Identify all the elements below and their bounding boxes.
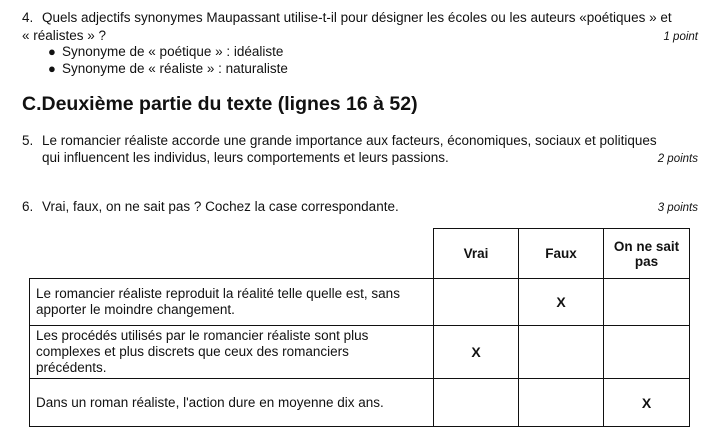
- bullet-icon: ●: [48, 61, 56, 76]
- question-6-text: Vrai, faux, on ne sait pas ? Cochez la case correspondante.: [42, 199, 399, 214]
- question-4-line2: « réalistes » ?: [22, 28, 107, 43]
- question-4-answers: [48, 43, 288, 77]
- checkbox-nsp[interactable]: [604, 326, 690, 379]
- statement-cell: [30, 326, 434, 379]
- checkbox-nsp[interactable]: X: [604, 379, 690, 427]
- statement-line: apporter le moindre changement.: [36, 302, 235, 317]
- checkbox-faux[interactable]: [519, 379, 604, 427]
- column-header-nsp-line1: On ne sait: [613, 238, 680, 254]
- checkbox-faux[interactable]: [519, 326, 604, 379]
- column-header-nsp-line2: pas: [634, 253, 659, 269]
- question-5-line1: Le romancier réaliste accorde une grande importance aux facteurs, économiques, sociaux et politiques: [42, 133, 657, 148]
- answer-text: Synonyme de « poétique » : idéaliste: [62, 44, 284, 59]
- checkbox-vrai[interactable]: [434, 379, 519, 427]
- column-header-faux: Faux: [519, 229, 604, 279]
- column-header-vrai: Vrai: [434, 229, 519, 279]
- answer-item: [48, 43, 288, 60]
- statement-line: complexes et plus discrets que ceux des romanciers: [36, 344, 349, 359]
- bullet-icon: ●: [48, 44, 56, 59]
- answer-item: [48, 60, 288, 77]
- table-header-row: [30, 229, 690, 279]
- table-row: [30, 379, 690, 427]
- question-4-line1: Quels adjectifs synonymes Maupassant utilise-t-il pour désigner les écoles ou les auteurs «poétiques » et: [42, 10, 672, 25]
- table-header-blank: [30, 229, 434, 279]
- question-6-number: 6.: [22, 199, 34, 214]
- checkbox-vrai[interactable]: [434, 279, 519, 326]
- checkbox-faux[interactable]: X: [519, 279, 604, 326]
- statement-cell: [30, 279, 434, 326]
- true-false-table: [29, 228, 690, 427]
- column-header-nsp: [604, 229, 690, 279]
- answer-text: Synonyme de « réaliste » : naturaliste: [62, 61, 288, 76]
- checkbox-vrai[interactable]: X: [434, 326, 519, 379]
- checkbox-nsp[interactable]: [604, 279, 690, 326]
- question-5-line2: qui influencent les individus, leurs comportements et leurs passions.: [42, 150, 449, 165]
- question-6-points: 3 points: [657, 202, 698, 214]
- table-row: [30, 279, 690, 326]
- statement-line: Le romancier réaliste reproduit la réalité telle quelle est, sans: [36, 286, 400, 301]
- statement-cell: [30, 379, 434, 427]
- question-5-points: 2 points: [657, 153, 698, 165]
- question-4-points: 1 point: [663, 31, 698, 43]
- table-row: [30, 326, 690, 379]
- statement-line: Les procédés utilisés par le romancier réaliste sont plus: [36, 328, 369, 343]
- statement-line: Dans un roman réaliste, l'action dure en moyenne dix ans.: [36, 394, 384, 410]
- question-4-number: 4.: [22, 10, 34, 25]
- question-5-number: 5.: [22, 133, 34, 148]
- section-heading: C.Deuxième partie du texte (lignes 16 à 52): [22, 93, 418, 115]
- statement-line: précédents.: [36, 360, 107, 375]
